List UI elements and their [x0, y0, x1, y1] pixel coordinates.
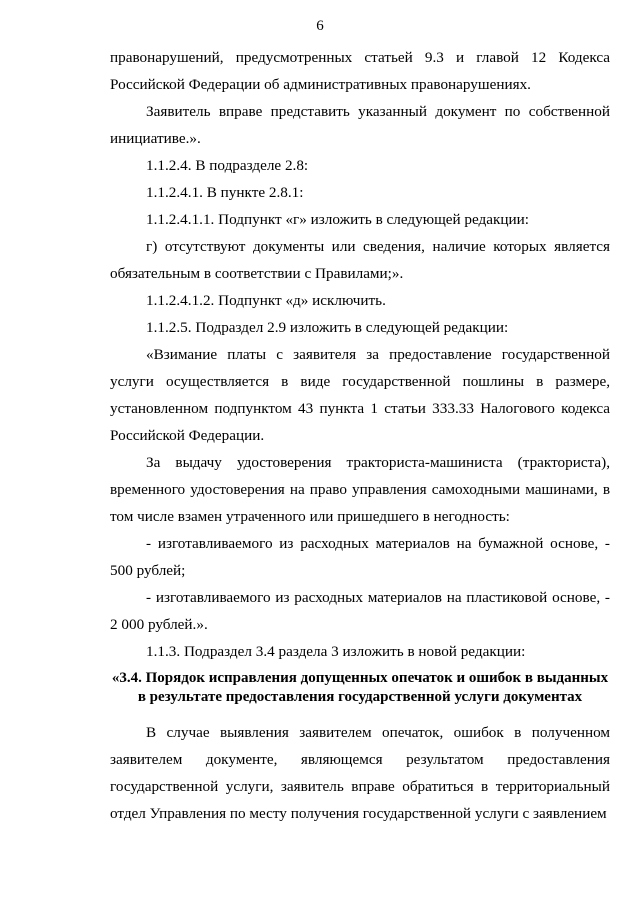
paragraph-1-1-2-4-1: 1.1.2.4.1. В пункте 2.8.1:	[146, 184, 304, 201]
paragraph-plastic-basis: - изготавливаемого из расходных материалов на пластиковой основе, - 2 000 рублей.».	[110, 589, 610, 633]
page-number: 6	[316, 18, 324, 34]
paragraph-errors-correction: В случае выявления заявителем опечаток, ошибок в полученном заявителем документе, являющемся результатом предоставления государственной услуги, заявитель вправе обратиться в территориальный отдел Управления по месту получения государственной услуги с заявлением	[110, 724, 610, 822]
paragraph-subitem-g: г) отсутствуют документы или сведения, наличие которых является обязательным в соответствии с Правилами;».	[110, 238, 610, 282]
paragraph-fee: «Взимание платы с заявителя за предоставление государственной услуги осуществляется в виде государственной пошлины в размере, установленном подпунктом 43 пункта 1 статьи 333.33 Налогового кодекса Российской Федерации.	[110, 346, 610, 444]
paragraph-1-1-2-5: 1.1.2.5. Подраздел 2.9 изложить в следующей редакции:	[146, 319, 509, 336]
paragraph-1-1-3: 1.1.3. Подраздел 3.4 раздела 3 изложить в новой редакции:	[146, 643, 526, 660]
paragraph-continuation: правонарушений, предусмотренных статьей 9.3 и главой 12 Кодекса Российской Федерации об административных правонарушениях.	[110, 49, 610, 93]
paragraph-paper-basis: - изготавливаемого из расходных материалов на бумажной основе, - 500 рублей;	[110, 535, 610, 579]
paragraph-initiative: Заявитель вправе представить указанный документ по собственной инициативе.».	[110, 103, 610, 147]
paragraph-1-1-2-4-1-2: 1.1.2.4.1.2. Подпункт «д» исключить.	[146, 292, 386, 309]
paragraph-1-1-2-4-1-1: 1.1.2.4.1.1. Подпункт «г» изложить в следующей редакции:	[146, 211, 530, 228]
document-body	[110, 44, 610, 827]
paragraph-tractor-license: За выдачу удостоверения тракториста-машиниста (тракториста), временного удостоверения на право управления самоходными машинами, в том числе взамен утраченного или пришедшего в негодность:	[110, 454, 610, 525]
paragraph-1-1-2-4: 1.1.2.4. В подразделе 2.8:	[146, 157, 309, 174]
section-heading-3-4: «3.4. Порядок исправления допущенных опечаток и ошибок в выданных в результате предоставления государственной услуги документах	[111, 670, 609, 705]
